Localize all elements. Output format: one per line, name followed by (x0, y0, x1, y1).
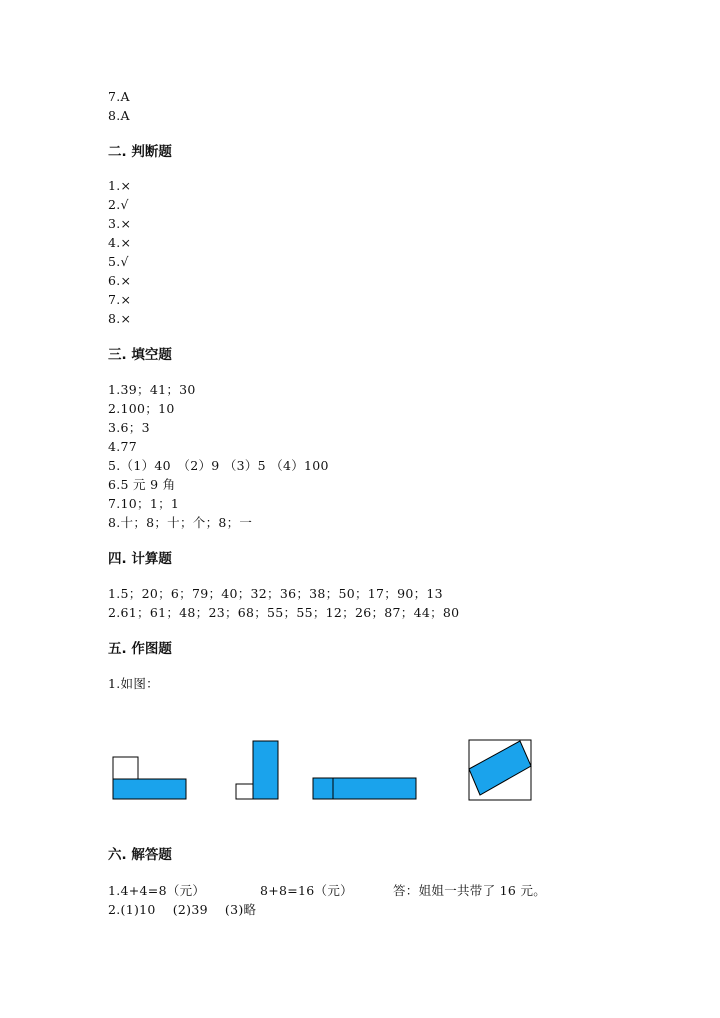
fig2-small-square (236, 784, 253, 799)
section2-item: 6.× (108, 273, 132, 288)
section6-q1-part2: 8+8=16（元） (260, 883, 353, 898)
fig3-long-bar (333, 778, 416, 799)
section3-item: 2.100；10 (108, 401, 175, 416)
section4-item: 2.61；61；48；23；68；55；55；12；26；87；44；80 (108, 605, 460, 620)
fig1-square (113, 757, 138, 779)
section3-item: 8.十；8；十；个；8；一 (108, 515, 253, 530)
section2-item: 4.× (108, 235, 132, 250)
section5-title: 五. 作图题 (108, 641, 172, 657)
section5-item: 1.如图： (108, 676, 159, 691)
fig1-bar (113, 779, 186, 799)
section3-item: 1.39；41；30 (108, 382, 196, 397)
section3-item: 3.6；3 (108, 420, 150, 435)
section2-item: 8.× (108, 311, 132, 326)
fig2-tall-bar (253, 741, 278, 799)
part1-answer-8: 8.A (108, 108, 130, 123)
section3-item: 5.（1）40 （2）9 （3）5 （4）100 (108, 458, 329, 473)
section4-item: 1.5；20；6；79；40；32；36；38；50；17；90；13 (108, 586, 443, 601)
section2-item: 3.× (108, 216, 132, 231)
section6-q1-part1: 1.4+4=8（元） (108, 883, 206, 898)
section2-item: 2.√ (108, 197, 129, 212)
section3-title: 三. 填空题 (108, 347, 172, 363)
section2-item: 5.√ (108, 254, 129, 269)
section4-title: 四. 计算题 (108, 551, 172, 567)
part1-answer-7: 7.A (108, 89, 130, 104)
section6-q1-answer: 答：姐姐一共带了 16 元。 (393, 883, 547, 898)
section6-title: 六. 解答题 (108, 847, 172, 863)
section3-item: 4.77 (108, 439, 138, 454)
section2-item: 7.× (108, 292, 132, 307)
fig3-short-bar (313, 778, 333, 799)
section3-item: 7.10；1；1 (108, 496, 180, 511)
section6-q2: 2.(1)10 (2)39 (3)略 (108, 902, 257, 917)
section3-item: 6.5 元 9 角 (108, 477, 176, 492)
section2-title: 二. 判断题 (108, 144, 172, 160)
section2-item: 1.× (108, 178, 132, 193)
